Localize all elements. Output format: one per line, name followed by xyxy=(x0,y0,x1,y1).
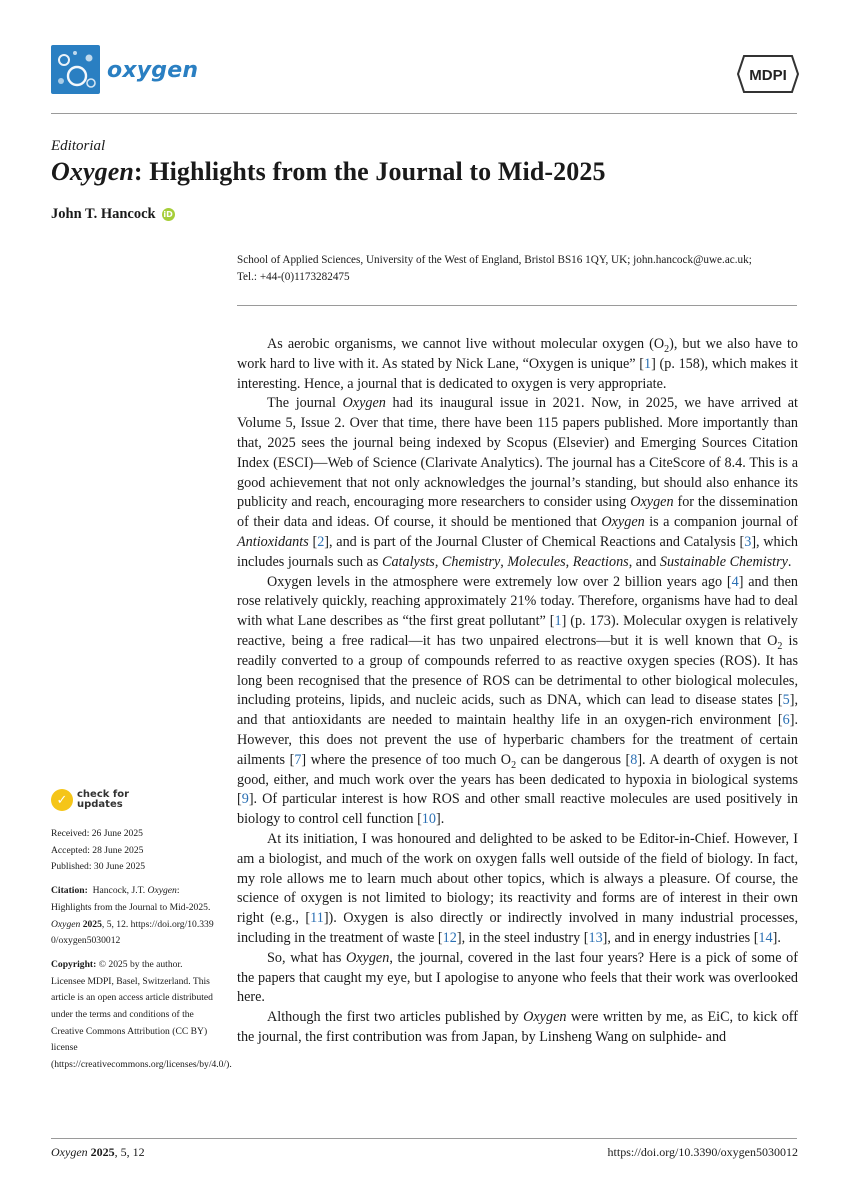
dates-block xyxy=(51,826,216,876)
received-date: Received: 26 June 2025 xyxy=(51,828,143,839)
publisher-name: MDPI xyxy=(749,67,787,84)
footer-volume: , 5, 12 xyxy=(114,1145,145,1159)
reference-link[interactable]: 12 xyxy=(442,929,457,946)
reference-link[interactable]: 1 xyxy=(644,355,652,372)
italic-run: Oxygen xyxy=(601,514,645,531)
italic-run: Antioxidants xyxy=(237,533,309,550)
citation-author: Hancock, J.T. xyxy=(92,885,148,897)
check-line-2: updates xyxy=(77,799,123,810)
text-run: is a companion journal of xyxy=(644,514,798,531)
italic-run: Chemistry xyxy=(441,553,501,570)
copyright-label: Copyright: xyxy=(51,958,97,970)
reference-link[interactable]: 6 xyxy=(782,712,790,729)
text-run: , the journal, covered in the last four years? Here is a pick of some of the papers that caught my eye, but I apologise to anyone who feels that their work was overlooked here. xyxy=(237,949,798,1006)
title-italic: Oxygen xyxy=(51,157,134,186)
text-run: can be dangerous [ xyxy=(516,751,631,768)
journal-logo-icon xyxy=(51,45,100,94)
reference-link[interactable]: 11 xyxy=(310,910,324,927)
reference-link[interactable]: 2 xyxy=(317,533,325,550)
orcid-icon[interactable]: iD xyxy=(163,210,173,219)
text-run: ]. xyxy=(435,811,445,828)
text-run: is readily converted to a group of compounds referred to as reactive oxygen species (ROS). It has long been recognised that the presence of ROS can be detrimental to other biological molecules, including proteins, lipids, and nucleic acids, such as DNA, which can lead to disease states [ xyxy=(237,632,798,709)
text-run: ] and then rose relatively quickly, reaching approximately 21% today. Therefore, organisms have had to deal with what Lane describes as “the first great pollutant” [ xyxy=(237,573,798,630)
check-line-1: check for xyxy=(77,789,130,800)
text-run: ], which includes journals such as xyxy=(237,533,798,570)
italic-run: Oxygen xyxy=(630,494,674,511)
italic-run: Oxygen xyxy=(523,1009,567,1026)
accepted-date: Accepted: 28 June 2025 xyxy=(51,844,144,856)
affiliation-tel: Tel.: +44-(0)1173282475 xyxy=(237,271,350,283)
footer-divider xyxy=(51,1138,797,1139)
citation-doi[interactable]: , 5, 12. https://doi.org/10.3390/oxygen5030012 xyxy=(51,918,214,947)
copyright-text: © 2025 by the author. Licensee MDPI, Basel, Switzerland. This article is an open access article distributed under the terms and conditions of the Creative Commons Attribution (CC BY) license (https://creativecommons.org/licenses/by/4.0/). xyxy=(51,958,232,1071)
text-run: At its initiation, I was honoured and delighted to be asked to be Editor-in-Chief. However, I am a biologist, and much of the work on oxygen falls well outside of the field of biology. In fact, my role allows me to learn much about other topics, which is always a pleasure. Of course, the science of oxygen is not limited to biology; its reactivity and forms are of interest in their own right (e.g., [ xyxy=(237,830,798,927)
citation-label: Citation: xyxy=(51,885,88,897)
reference-link[interactable]: 4 xyxy=(731,573,739,590)
affiliation xyxy=(237,252,807,286)
paragraph-4 xyxy=(237,830,798,949)
reference-link[interactable]: 3 xyxy=(744,533,752,550)
text-run: Oxygen levels in the atmosphere were extremely low over 2 billion years ago [ xyxy=(267,573,732,590)
reference-link[interactable]: 8 xyxy=(630,751,638,768)
text-run: , xyxy=(565,553,573,570)
paragraph-3 xyxy=(237,573,798,830)
subscript: 2 xyxy=(511,759,517,771)
author-line xyxy=(51,206,175,223)
italic-run: Molecules xyxy=(507,553,566,570)
reference-link[interactable]: 10 xyxy=(421,811,436,828)
text-run: Although the first two articles published by xyxy=(267,1009,524,1026)
text-run: ], and in energy industries [ xyxy=(602,929,759,946)
published-date: Published: 30 June 2025 xyxy=(51,861,146,873)
paragraph-2 xyxy=(237,394,798,572)
text-run: ), but we also have to work hard to live with it. As stated by Nick Lane, “Oxygen is unique” [ xyxy=(237,336,798,372)
text-run: . xyxy=(787,553,792,570)
journal-name: oxygen xyxy=(107,58,199,83)
copyright-block xyxy=(51,957,232,1074)
reference-link[interactable]: 14 xyxy=(758,929,773,946)
affiliation-line: School of Applied Sciences, University of the West of England, Bristol BS16 1QY, UK; john.hancock@uwe.ac.uk; xyxy=(237,254,752,266)
text-run: The journal xyxy=(267,395,343,412)
text-run: , and xyxy=(628,553,660,570)
paragraph-1 xyxy=(237,335,798,394)
text-run: ] where the presence of too much O xyxy=(301,751,512,768)
reference-link[interactable]: 1 xyxy=(554,613,562,630)
reference-link[interactable]: 7 xyxy=(294,751,302,768)
text-run: ]. Of particular interest is how ROS and other small reactive molecules are used positively in biology to control cell function [ xyxy=(237,791,798,828)
text-run: ] (p. 158), which makes it interesting. Hence, a journal that is dedicated to oxygen is very appropriate. xyxy=(237,355,798,392)
text-run: As aerobic organisms, we cannot live without molecular oxygen (O xyxy=(267,336,665,352)
mdpi-logo-icon xyxy=(736,54,800,94)
paragraph-6 xyxy=(237,1008,798,1048)
italic-run: Oxygen xyxy=(346,949,390,966)
text-run: , xyxy=(434,553,442,570)
text-run: ]. A dearth of oxygen is not good, either, and much work over the years has been dedicated to hypoxia in biological systems [ xyxy=(237,751,798,808)
text-run: ]). Oxygen is also directly or indirectly involved in many industrial processes, including in the treatment of waste [ xyxy=(237,910,798,946)
author-name[interactable]: John T. Hancock xyxy=(51,206,156,222)
check-mark-icon: ✓ xyxy=(51,789,73,811)
citation-title-italic: Oxygen xyxy=(147,885,177,897)
citation-block xyxy=(51,883,216,950)
subscript: 2 xyxy=(777,640,783,652)
italic-run: Oxygen xyxy=(342,395,386,412)
text-run: were written by me, as EiC, to kick off the journal, the first contribution was from Japan, by Linsheng Wang on sulphide- and xyxy=(237,1009,798,1045)
footer-citation xyxy=(51,1145,145,1160)
subscript: 2 xyxy=(664,343,670,355)
italic-run: Sustainable Chemistry xyxy=(659,553,788,570)
article-body xyxy=(237,335,798,1048)
text-run: ]. However, this does not prevent the use of hyperbaric chambers for the treatment of certain ailments [ xyxy=(237,712,798,768)
text-run: ], and that antioxidants are needed to maintain healthy life in an oxygen-rich environment [ xyxy=(237,692,798,729)
text-run: ], in the steel industry [ xyxy=(456,929,589,946)
header-divider xyxy=(51,113,797,114)
reference-link[interactable]: 5 xyxy=(782,692,790,709)
check-for-updates-button[interactable] xyxy=(51,789,129,811)
footer-doi-link[interactable]: https://doi.org/10.3390/oxygen5030012 xyxy=(607,1145,798,1159)
article-type: Editorial xyxy=(51,138,106,154)
footer-year: 2025 xyxy=(90,1145,115,1159)
reference-link[interactable]: 9 xyxy=(241,791,249,808)
text-run: , xyxy=(500,553,508,570)
article-sidebar xyxy=(51,826,232,1074)
title-rest: : Highlights from the Journal to Mid-2025 xyxy=(133,157,606,186)
text-run: [ xyxy=(308,533,318,550)
citation-journal: Oxygen xyxy=(51,918,81,930)
italic-run: Catalysts xyxy=(382,553,435,570)
paragraph-5 xyxy=(237,949,798,1008)
italic-run: Reactions xyxy=(572,553,629,570)
reference-link[interactable]: 13 xyxy=(588,929,603,946)
citation-title-rest: : Highlights from the Journal to Mid-2025. xyxy=(51,885,211,913)
article-title xyxy=(51,157,606,187)
text-run: So, what has xyxy=(267,949,346,966)
text-run: had its inaugural issue in 2021. Now, in 2025, we have arrived at Volume 5, Issue 2. Over that time, there have been 115 papers published. More importantly than that, 2025 sees the journal being indexed by Scopus (Elsevier) and Emerging Sources Citation Index (ESCI)—Web of Science (Clarivate Analytics). The journal has a CiteScore of 8.4. This is a good achievement that not only acknowledges the journal’s standing, but should also enhance its publicity and reach, encouraging more researchers to consider using xyxy=(237,395,798,511)
text-run: ] (p. 173). Molecular oxygen is relatively reactive, being a free radical—it has two unpaired electrons—but it is well known that O xyxy=(237,613,799,649)
footer-journal: Oxygen xyxy=(51,1145,88,1159)
affiliation-divider xyxy=(237,305,797,306)
text-run: for the dissemination of their data and ideas. Of course, it should be mentioned that xyxy=(237,494,798,531)
text-run: ], and is part of the Journal Cluster of Chemical Reactions and Catalysis [ xyxy=(324,533,745,550)
check-for-updates-label xyxy=(77,790,129,810)
text-run: ]. xyxy=(772,929,781,946)
citation-year: 2025 xyxy=(82,918,102,930)
